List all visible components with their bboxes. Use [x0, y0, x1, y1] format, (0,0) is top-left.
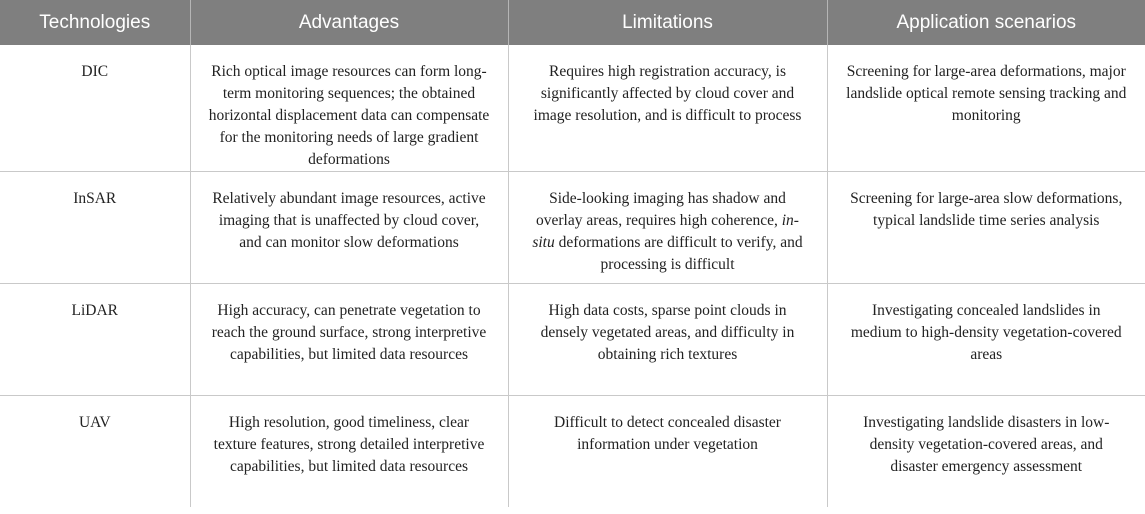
limitations-text-end: deformations are difficult to verify, and processing is difficult [554, 234, 803, 273]
cell-applications: Screening for large-area deformations, major landslide optical remote sensing tracking and monitoring [827, 45, 1145, 172]
header-application-scenarios: Application scenarios [827, 0, 1145, 45]
header-limitations: Limitations [508, 0, 827, 45]
cell-applications: Investigating concealed landslides in medium to high-density vegetation-covered areas [827, 284, 1145, 396]
cell-advantages: High accuracy, can penetrate vegetation to reach the ground surface, strong interpretive capabilities, but limited data resources [190, 284, 508, 396]
cell-limitations: High data costs, sparse point clouds in densely vegetated areas, and difficulty in obtaining rich textures [508, 284, 827, 396]
header-advantages: Advantages [190, 0, 508, 45]
cell-limitations [508, 172, 827, 284]
cell-limitations: Difficult to detect concealed disaster information under vegetation [508, 396, 827, 508]
cell-applications: Screening for large-area slow deformations, typical landslide time series analysis [827, 172, 1145, 284]
header-technologies: Technologies [0, 0, 190, 45]
limitations-italic-term: in-situ [532, 212, 799, 251]
cell-technology: DIC [0, 45, 190, 172]
table-row [0, 284, 1145, 396]
table-row [0, 45, 1145, 172]
cell-advantages: Rich optical image resources can form long-term monitoring sequences; the obtained horizontal displacement data can compensate for the monitoring needs of large gradient deformations [190, 45, 508, 172]
cell-applications: Investigating landslide disasters in low-density vegetation-covered areas, and disaster emergency assessment [863, 414, 1110, 475]
cell-advantages: High resolution, good timeliness, clear texture features, strong detailed interpretive capabilities, but limited data resources [190, 396, 508, 508]
cell-advantages: Relatively abundant image resources, active imaging that is unaffected by cloud cover, and can monitor slow deformations [190, 172, 508, 284]
limitations-text-start: Side-looking imaging has shadow and overlay areas, requires high coherence, [536, 190, 786, 229]
header-row [0, 0, 1145, 45]
cell-technology: LiDAR [0, 284, 190, 396]
table-header [0, 0, 1145, 45]
cell-limitations: Requires high registration accuracy, is significantly affected by cloud cover and image resolution, and is difficult to process [508, 45, 827, 172]
table-body [0, 45, 1145, 507]
cell-technology: UAV [0, 396, 190, 508]
table-row [0, 396, 1145, 508]
cell-technology: InSAR [0, 172, 190, 284]
table-row [0, 172, 1145, 284]
